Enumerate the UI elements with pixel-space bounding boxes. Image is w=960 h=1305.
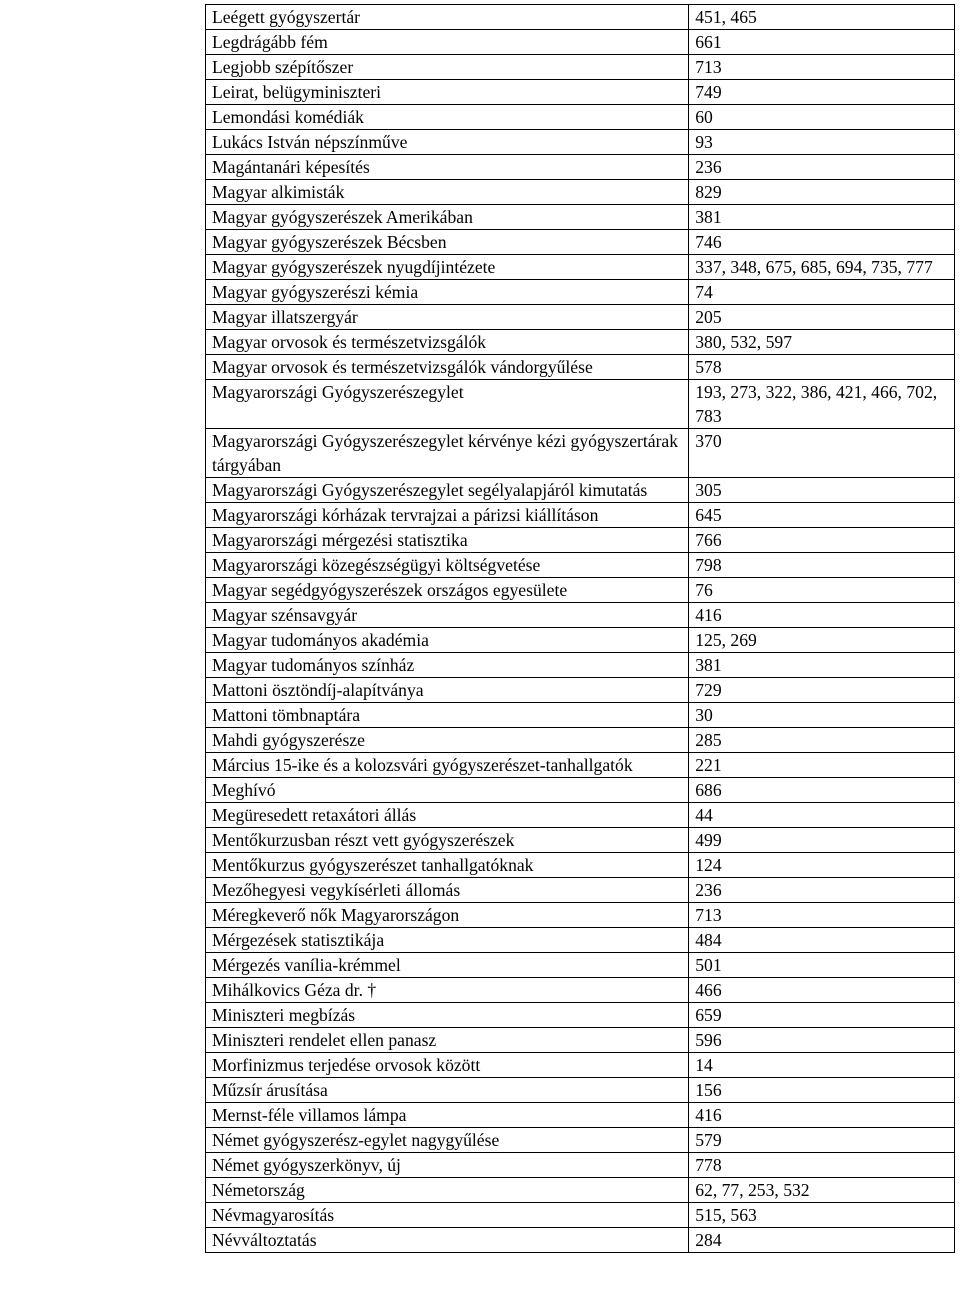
index-row: [206, 603, 955, 628]
index-term: Németország: [206, 1178, 689, 1203]
index-row: [206, 1128, 955, 1153]
index-page-numbers: 221: [689, 753, 955, 778]
index-term: Magyarországi Gyógyszerészegylet: [206, 380, 689, 429]
index-term: Műzsír árusítása: [206, 1078, 689, 1103]
index-term: Mernst-féle villamos lámpa: [206, 1103, 689, 1128]
index-term: Legdrágább fém: [206, 30, 689, 55]
index-row: [206, 105, 955, 130]
index-page-numbers: 746: [689, 230, 955, 255]
index-row: [206, 55, 955, 80]
index-row: [206, 728, 955, 753]
index-row: [206, 330, 955, 355]
index-row: [206, 628, 955, 653]
index-page-numbers: 76: [689, 578, 955, 603]
index-page-numbers: 579: [689, 1128, 955, 1153]
index-term: Magyar szénsavgyár: [206, 603, 689, 628]
index-page-numbers: 686: [689, 778, 955, 803]
index-term: Magyar tudományos akadémia: [206, 628, 689, 653]
index-page-numbers: 124: [689, 853, 955, 878]
index-page-numbers: 416: [689, 603, 955, 628]
index-row: [206, 155, 955, 180]
index-term: Méregkeverő nők Magyarországon: [206, 903, 689, 928]
index-page-numbers: 74: [689, 280, 955, 305]
index-term: Magyar illatszergyár: [206, 305, 689, 330]
index-page-numbers: 236: [689, 155, 955, 180]
index-row: [206, 205, 955, 230]
index-page-numbers: 30: [689, 703, 955, 728]
index-term: Magyar gyógyszerészek Bécsben: [206, 230, 689, 255]
index-row: [206, 703, 955, 728]
index-row: [206, 355, 955, 380]
index-page-numbers: 305: [689, 478, 955, 503]
index-page-numbers: 14: [689, 1053, 955, 1078]
index-row: [206, 380, 955, 429]
index-page-numbers: 829: [689, 180, 955, 205]
index-row: [206, 30, 955, 55]
index-page-numbers: 466: [689, 978, 955, 1003]
index-term: Leirat, belügyminiszteri: [206, 80, 689, 105]
index-page-numbers: 659: [689, 1003, 955, 1028]
index-term: Magyar gyógyszerészek Amerikában: [206, 205, 689, 230]
index-row: [206, 753, 955, 778]
index-term: Névváltoztatás: [206, 1228, 689, 1253]
index-term: Magyar orvosok és természetvizsgálók vándorgyűlése: [206, 355, 689, 380]
index-page-numbers: 60: [689, 105, 955, 130]
index-page-numbers: 578: [689, 355, 955, 380]
index-row: [206, 853, 955, 878]
index-row: [206, 903, 955, 928]
index-row: [206, 578, 955, 603]
index-row: [206, 478, 955, 503]
index-row: [206, 553, 955, 578]
index-term: Magyar gyógyszerészi kémia: [206, 280, 689, 305]
index-term: Mentőkurzus gyógyszerészet tanhallgatóknak: [206, 853, 689, 878]
index-page-numbers: 515, 563: [689, 1203, 955, 1228]
index-page-numbers: 499: [689, 828, 955, 853]
index-row: [206, 1178, 955, 1203]
index-page-numbers: 93: [689, 130, 955, 155]
index-row: [206, 878, 955, 903]
index-page-numbers: 484: [689, 928, 955, 953]
index-page-numbers: 501: [689, 953, 955, 978]
index-row: [206, 1078, 955, 1103]
index-page-numbers: 596: [689, 1028, 955, 1053]
index-row: [206, 1053, 955, 1078]
index-page-numbers: 645: [689, 503, 955, 528]
index-term: Magyar tudományos színház: [206, 653, 689, 678]
index-row: [206, 1153, 955, 1178]
index-term: Miniszteri megbízás: [206, 1003, 689, 1028]
index-term: Mihálkovics Géza dr. †: [206, 978, 689, 1003]
index-term: Mérgezés vanília-krémmel: [206, 953, 689, 978]
index-row: [206, 180, 955, 205]
index-row: [206, 978, 955, 1003]
index-row: [206, 429, 955, 478]
index-page-numbers: 766: [689, 528, 955, 553]
index-term: Lemondási komédiák: [206, 105, 689, 130]
index-page-numbers: 285: [689, 728, 955, 753]
index-page-numbers: 381: [689, 205, 955, 230]
index-row: [206, 255, 955, 280]
index-term: Megüresedett retaxátori állás: [206, 803, 689, 828]
index-page-numbers: 713: [689, 55, 955, 80]
index-row: [206, 528, 955, 553]
index-term: Német gyógyszerész-egylet nagygyűlése: [206, 1128, 689, 1153]
index-term: Magyar alkimisták: [206, 180, 689, 205]
index-term: Magyar segédgyógyszerészek országos egyesülete: [206, 578, 689, 603]
index-page-numbers: 193, 273, 322, 386, 421, 466, 702, 783: [689, 380, 955, 429]
index-page-numbers: 337, 348, 675, 685, 694, 735, 777: [689, 255, 955, 280]
index-term: Magyarországi Gyógyszerészegylet segélyalapjáról kimutatás: [206, 478, 689, 503]
index-term: Meghívó: [206, 778, 689, 803]
index-row: [206, 280, 955, 305]
index-row: [206, 953, 955, 978]
index-term: Mezőhegyesi vegykísérleti állomás: [206, 878, 689, 903]
index-term: Magyarországi mérgezési statisztika: [206, 528, 689, 553]
index-page-numbers: 416: [689, 1103, 955, 1128]
index-page-numbers: 729: [689, 678, 955, 703]
index-term: Miniszteri rendelet ellen panasz: [206, 1028, 689, 1053]
index-page-numbers: 798: [689, 553, 955, 578]
index-term: Német gyógyszerkönyv, új: [206, 1153, 689, 1178]
index-row: [206, 653, 955, 678]
index-row: [206, 5, 955, 30]
index-page-numbers: 236: [689, 878, 955, 903]
index-page-numbers: 713: [689, 903, 955, 928]
index-term: Mattoni ösztöndíj-alapítványa: [206, 678, 689, 703]
index-row: [206, 1003, 955, 1028]
index-term: Mahdi gyógyszerésze: [206, 728, 689, 753]
index-term: Mentőkurzusban részt vett gyógyszerészek: [206, 828, 689, 853]
index-term: Legjobb szépítőszer: [206, 55, 689, 80]
index-page-numbers: 661: [689, 30, 955, 55]
index-page-numbers: 749: [689, 80, 955, 105]
index-term: Mattoni tömbnaptára: [206, 703, 689, 728]
index-table-body: [206, 5, 955, 1253]
index-term: Magyarországi kórházak tervrajzai a párizsi kiállításon: [206, 503, 689, 528]
index-term: Névmagyarosítás: [206, 1203, 689, 1228]
index-page-numbers: 778: [689, 1153, 955, 1178]
index-term: Leégett gyógyszertár: [206, 5, 689, 30]
index-row: [206, 678, 955, 703]
index-term: Magyar orvosok és természetvizsgálók: [206, 330, 689, 355]
index-page-numbers: 451, 465: [689, 5, 955, 30]
index-row: [206, 130, 955, 155]
index-row: [206, 803, 955, 828]
index-page-numbers: 380, 532, 597: [689, 330, 955, 355]
index-page-numbers: 370: [689, 429, 955, 478]
index-row: [206, 928, 955, 953]
index-page-numbers: 381: [689, 653, 955, 678]
index-term: Mérgezések statisztikája: [206, 928, 689, 953]
index-row: [206, 1228, 955, 1253]
index-term: Magyarországi közegészségügyi költségvetése: [206, 553, 689, 578]
index-row: [206, 305, 955, 330]
index-term: Lukács István népszínműve: [206, 130, 689, 155]
index-row: [206, 230, 955, 255]
index-term: Magyarországi Gyógyszerészegylet kérvénye kézi gyógyszertárak tárgyában: [206, 429, 689, 478]
index-term: Morfinizmus terjedése orvosok között: [206, 1053, 689, 1078]
index-page-numbers: 284: [689, 1228, 955, 1253]
index-row: [206, 503, 955, 528]
index-row: [206, 1028, 955, 1053]
index-page-numbers: 156: [689, 1078, 955, 1103]
index-row: [206, 80, 955, 105]
index-term: Magyar gyógyszerészek nyugdíjintézete: [206, 255, 689, 280]
index-row: [206, 1203, 955, 1228]
index-page-numbers: 205: [689, 305, 955, 330]
index-table: [205, 4, 955, 1253]
index-page-numbers: 62, 77, 253, 532: [689, 1178, 955, 1203]
index-page-numbers: 44: [689, 803, 955, 828]
index-row: [206, 828, 955, 853]
index-row: [206, 1103, 955, 1128]
index-row: [206, 778, 955, 803]
index-page-numbers: 125, 269: [689, 628, 955, 653]
index-term: Magántanári képesítés: [206, 155, 689, 180]
index-term: Március 15-ike és a kolozsvári gyógyszerészet-tanhallgatók: [206, 753, 689, 778]
